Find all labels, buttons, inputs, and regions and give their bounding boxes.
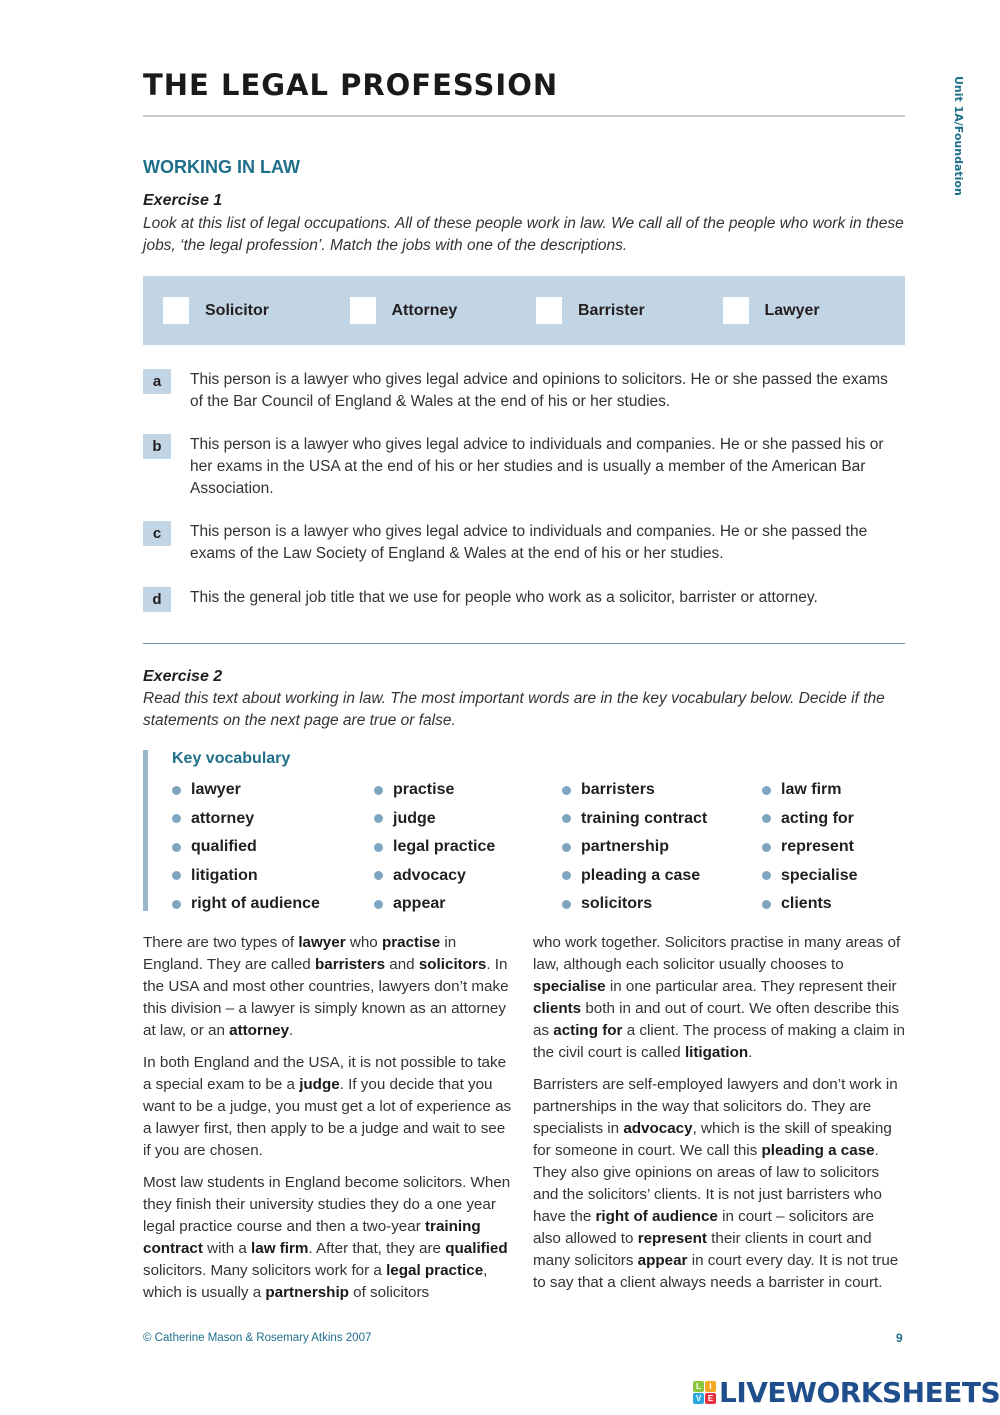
- exercise-2-instructions: Read this text about working in law. The most important words are in the key vocabulary below. Decide if the statements on the next page are true or false.: [143, 690, 885, 729]
- vocab-item: acting for: [762, 805, 912, 834]
- bullet-icon: [172, 786, 181, 795]
- bullet-icon: [562, 871, 571, 880]
- vocab-item: pleading a case: [562, 862, 762, 891]
- answer-checkbox[interactable]: [163, 297, 189, 324]
- liveworksheets-logo[interactable]: [693, 1376, 1000, 1409]
- copyright-notice: © Catherine Mason & Rosemary Atkins 2007: [143, 1332, 372, 1344]
- vocab-item: litigation: [172, 862, 374, 891]
- bullet-icon: [172, 814, 181, 823]
- section-heading: WORKING IN LAW: [143, 157, 300, 177]
- answer-checkbox[interactable]: [723, 297, 749, 324]
- vocab-item: partnership: [562, 833, 762, 862]
- option-solicitor[interactable]: [143, 297, 330, 324]
- description-text: This the general job title that we use for people who work as a solicitor, barrister or attorney.: [190, 589, 818, 606]
- vocab-item: legal practice: [374, 833, 562, 862]
- bullet-icon: [762, 843, 771, 852]
- live-blocks-icon: L I V E: [693, 1381, 716, 1404]
- bullet-icon: [562, 843, 571, 852]
- bullet-icon: [172, 871, 181, 880]
- vocab-item: represent: [762, 833, 912, 862]
- option-barrister[interactable]: [516, 297, 703, 324]
- vocab-item: solicitors: [562, 890, 762, 919]
- answer-checkbox[interactable]: [350, 297, 376, 324]
- vocab-item: advocacy: [374, 862, 562, 891]
- exercise-1-title: Exercise 1: [143, 192, 223, 209]
- description-text: This person is a lawyer who gives legal advice to individuals and companies. He or she passed the exams of the Law Society of England & Wales at the end of his or her studies.: [190, 523, 868, 562]
- paragraph: Most law students in England become solicitors. When they finish their university studies they do a one year legal practice course and then a two-year training contract with a law firm. After that, they are qualified solicitors. Many solicitors work for a legal practice, which is usually a partnership of solicitors: [143, 1174, 511, 1301]
- description-letter: c: [143, 521, 171, 546]
- vocab-item: lawyer: [172, 776, 374, 805]
- answer-checkbox[interactable]: [536, 297, 562, 324]
- vocab-item: judge: [374, 805, 562, 834]
- vocab-item: training contract: [562, 805, 762, 834]
- exercise-1-instructions: Look at this list of legal occupations. All of these people work in law. We call all of the people who work in these jobs, ‘the legal profession’. Match the jobs with one of the descriptions.: [143, 215, 904, 254]
- option-label: Attorney: [391, 301, 458, 319]
- description-a: [143, 369, 905, 413]
- description-c: [143, 521, 905, 565]
- bullet-icon: [562, 786, 571, 795]
- vocab-item: clients: [762, 890, 912, 919]
- paragraph: Barristers are self-employed lawyers and don’t work in partnerships in the way that solicitors do. They are specialists in advocacy, which is the skill of speaking for someone in court. We call this pleading a case. They also give opinions on areas of law to solicitors and the solicitors’ clients. It is not just barristers who have the right of audience in court – solicitors are also allowed to represent their clients in court and many solicitors appear in court every day. It is not true to say that a client always needs a barrister in court.: [533, 1076, 899, 1291]
- bullet-icon: [562, 900, 571, 909]
- bullet-icon: [172, 900, 181, 909]
- description-b: [143, 434, 905, 500]
- paragraph: In both England and the USA, it is not possible to take a special exam to be a judge. If you decide that you want to be a judge, you must get a lot of experience as a lawyer first, then apply to be a judge and wait to see if you are chosen.: [143, 1054, 512, 1159]
- vocab-item: practise: [374, 776, 562, 805]
- section-divider: [143, 643, 905, 644]
- bullet-icon: [562, 814, 571, 823]
- option-lawyer[interactable]: [703, 297, 890, 324]
- vocab-item: specialise: [762, 862, 912, 891]
- unit-side-tab: Unit 1A/Foundation: [952, 76, 965, 196]
- key-vocabulary-heading: Key vocabulary: [172, 750, 291, 767]
- bullet-icon: [374, 871, 383, 880]
- vocab-item: barristers: [562, 776, 762, 805]
- option-label: Lawyer: [764, 301, 820, 319]
- bullet-icon: [762, 900, 771, 909]
- key-vocabulary-box: [143, 750, 905, 911]
- description-d: [143, 587, 905, 612]
- description-letter: a: [143, 369, 171, 394]
- vocab-item: law firm: [762, 776, 912, 805]
- reading-text-right-column: [533, 932, 905, 1304]
- bullet-icon: [374, 900, 383, 909]
- reading-text-left-column: [143, 932, 515, 1314]
- option-attorney[interactable]: [330, 297, 517, 324]
- description-letter: b: [143, 434, 171, 459]
- description-letter: d: [143, 587, 171, 612]
- paragraph: who work together. Solicitors practise in many areas of law, although each solicitor usually chooses to specialise in one particular area. They represent their clients both in and out of court. We often describe this as acting for a client. The process of making a claim in the civil court is called litigation.: [533, 934, 905, 1061]
- description-text: This person is a lawyer who gives legal advice and opinions to solicitors. He or she passed the exams of the Bar Council of England & Wales at the end of his or her studies.: [190, 371, 888, 410]
- paragraph: There are two types of lawyer who practise in England. They are called barristers and solicitors. In the USA and most other countries, lawyers don’t make this division – a lawyer is simply known as an attorney at law, or an attorney.: [143, 934, 509, 1039]
- title-divider: [143, 115, 905, 117]
- bullet-icon: [762, 871, 771, 880]
- bullet-icon: [374, 786, 383, 795]
- vocab-item: attorney: [172, 805, 374, 834]
- bullet-icon: [374, 814, 383, 823]
- page-number: 9: [896, 1331, 903, 1345]
- description-text: This person is a lawyer who gives legal advice to individuals and companies. He or she passed his or her exams in the USA at the end of his or her studies and is usually a member of the American Bar Association.: [190, 436, 884, 497]
- option-label: Solicitor: [205, 301, 270, 319]
- vocab-item: right of audience: [172, 890, 374, 919]
- bullet-icon: [762, 814, 771, 823]
- bullet-icon: [172, 843, 181, 852]
- option-label: Barrister: [578, 301, 645, 319]
- page-title: THE LEGAL PROFESSION: [143, 68, 559, 102]
- vocab-item: qualified: [172, 833, 374, 862]
- vocab-item: appear: [374, 890, 562, 919]
- job-options-bar: [143, 276, 905, 345]
- bullet-icon: [374, 843, 383, 852]
- liveworksheets-wordmark: LIVEWORKSHEETS: [719, 1376, 1000, 1409]
- bullet-icon: [762, 786, 771, 795]
- exercise-2-title: Exercise 2: [143, 668, 223, 685]
- vocabulary-list: [172, 776, 912, 919]
